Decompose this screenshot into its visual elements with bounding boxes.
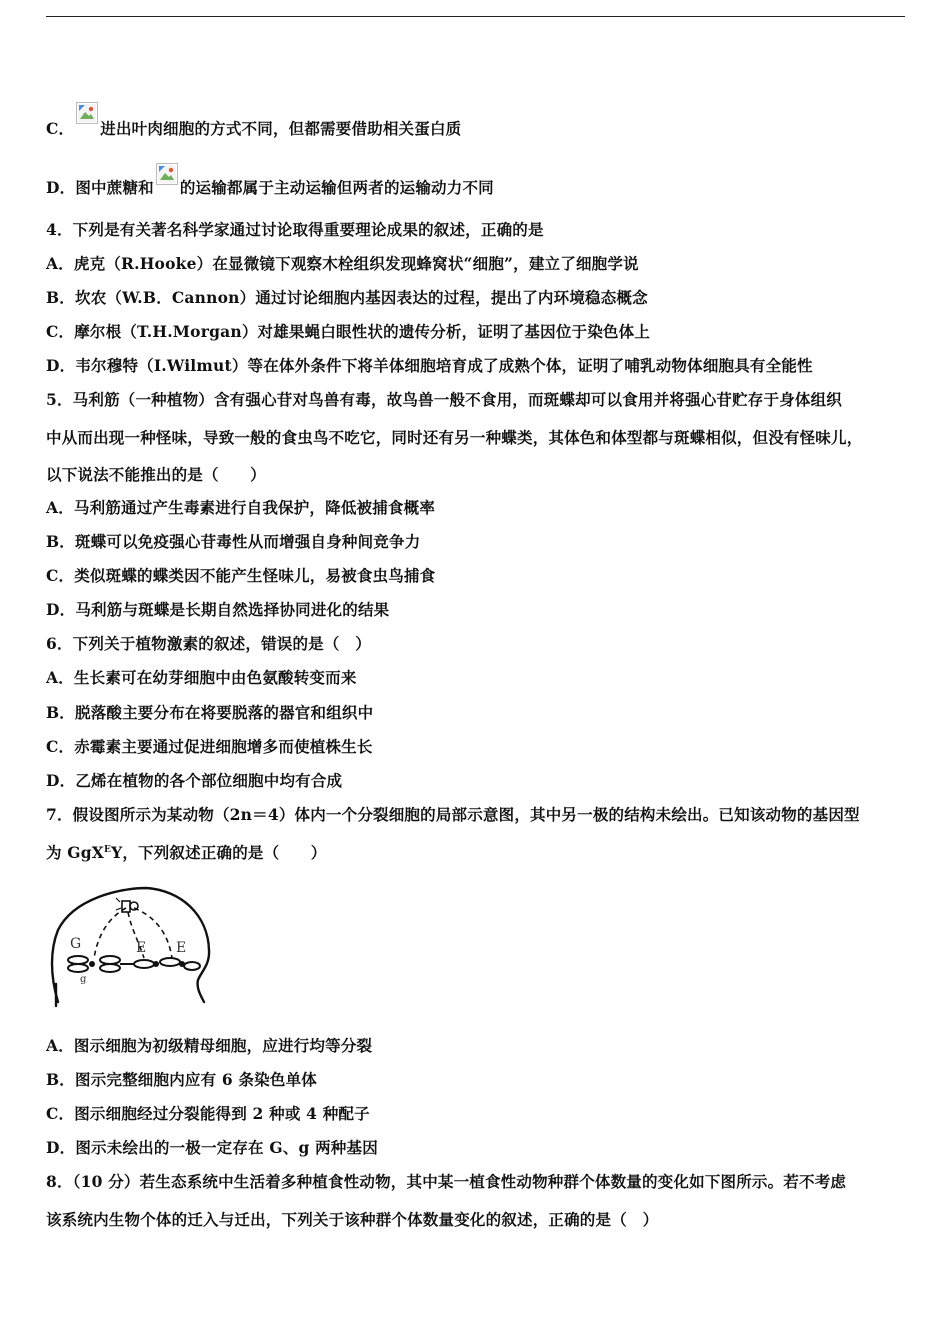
q6-option-b: B．脱落酸主要分布在将要脱落的器官和组织中 <box>46 703 374 722</box>
q5-stem-line3: 以下说法不能推出的是（ ） <box>46 465 266 484</box>
q6-option-c: C．赤霉素主要通过促进细胞增多而使植株生长 <box>46 737 373 756</box>
gene-label-G: G <box>70 936 82 952</box>
chromosome-row <box>68 956 200 972</box>
q4-option-c: C．摩尔根（T.H.Morgan）对雄果蝇白眼性状的遗传分析，证明了基因位于染色体上 <box>46 322 651 341</box>
q7-stem-line1: 7．假设图所示为某动物（2n＝4）体内一个分裂细胞的局部示意图，其中另一极的结构未绘出。已知该动物的基因型 <box>46 805 860 824</box>
q6-option-a: A．生长素可在幼芽细胞中由色氨酸转变而来 <box>46 668 357 687</box>
q8-stem-line2: 该系统内生物个体的迁入与迁出，下列关于该种群个体数量变化的叙述，正确的是（ ） <box>46 1210 659 1229</box>
q3-option-d-label: D．图中蔗糖和 <box>46 178 154 197</box>
q7-option-a: A．图示细胞为初级精母细胞，应进行均等分裂 <box>46 1036 373 1055</box>
q6-stem: 6．下列关于植物激素的叙述，错误的是（ ） <box>46 634 371 653</box>
q4-option-b: B．坎农（W.B．Cannon）通过讨论细胞内基因表达的过程，提出了内环境稳态概念 <box>46 288 648 307</box>
q7-option-c: C．图示细胞经过分裂能得到 2 种或 4 种配子 <box>46 1104 370 1123</box>
q7-stem-line2-rest: Y，下列叙述正确的是（ ） <box>111 843 327 862</box>
q3-option-c-label: C． <box>46 119 75 138</box>
q5-option-b: B．斑蝶可以免疫强心苷毒性从而增强自身种间竞争力 <box>46 532 421 551</box>
gene-label-g: g <box>80 974 87 985</box>
q4-stem: 4．下列是有关著名科学家通过讨论取得重要理论成果的叙述，正确的是 <box>46 220 544 239</box>
q6-option-d: D．乙烯在植物的各个部位细胞中均有合成 <box>46 771 343 790</box>
q8-stem-line1: 8．（10 分）若生态系统中生活着多种植食性动物，其中某一植食性动物种群个体数量的变化如下图所示。若不考虑 <box>46 1172 847 1191</box>
q7-genotype-superscript: E <box>104 845 112 855</box>
q3-option-c-text: 进出叶肉细胞的方式不同，但都需要借助相关蛋白质 <box>100 119 462 138</box>
q5-option-a: A．马利筋通过产生毒素进行自我保护，降低被捕食概率 <box>46 498 436 517</box>
q7-genotype-prefix: 为 GgX <box>46 843 104 862</box>
broken-image-icon <box>76 102 98 124</box>
q5-option-d: D．马利筋与斑蝶是长期自然选择协同进化的结果 <box>46 600 390 619</box>
q5-stem-line2: 中从而出现一种怪味，导致一般的食虫鸟不吃它，同时还有另一种蝶类，其体色和体型都与斑蝶相似，但没有怪味儿， <box>46 428 863 447</box>
gene-label-E2: E <box>176 940 187 956</box>
q5-option-c: C．类似斑蝶的蝶类因不能产生怪味儿，易被食虫鸟捕食 <box>46 566 436 585</box>
q3-option-d-text: 的运输都属于主动运输但两者的运输动力不同 <box>179 178 494 197</box>
cell-division-diagram <box>46 880 216 1010</box>
q4-option-a: A．虎克（R.Hooke）在显微镜下观察木栓组织发现蜂窝状“细胞”，建立了细胞学说 <box>46 254 639 273</box>
q3-option-c <box>46 114 910 139</box>
q7-option-b: B．图示完整细胞内应有 6 条染色单体 <box>46 1070 317 1089</box>
q4-option-d: D．韦尔穆特（I.Wilmut）等在体外条件下将羊体细胞培育成了成熟个体，证明了哺乳动物体细胞具有全能性 <box>46 356 813 375</box>
q7-stem-line2 <box>46 843 910 863</box>
q7-option-d: D．图示未绘出的一极一定存在 G、g 两种基因 <box>46 1138 378 1157</box>
q5-stem-line1: 5．马利筋（一种植物）含有强心苷对鸟兽有毒，故鸟兽一般不食用，而斑蝶却可以食用并将强心苷贮存于身体组织 <box>46 390 842 409</box>
header-rule <box>46 16 905 17</box>
broken-image-icon <box>156 163 178 185</box>
q3-option-d <box>46 173 910 198</box>
gene-label-E1: E <box>136 940 147 956</box>
centrosome <box>116 898 138 912</box>
